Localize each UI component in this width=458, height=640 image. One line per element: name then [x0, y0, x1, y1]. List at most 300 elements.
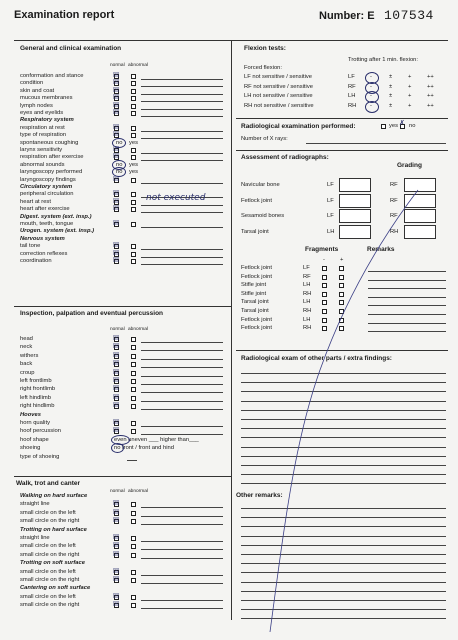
walk-row-note-line[interactable] — [141, 558, 223, 559]
inspection-row-label: head — [20, 336, 33, 342]
general-row-abnormal-checkbox[interactable] — [131, 207, 136, 212]
inspection-row-note-line[interactable] — [141, 409, 223, 410]
inspection-row-normal-mark: ☒ — [113, 359, 120, 368]
fragment-minus-checkbox[interactable] — [322, 283, 327, 288]
trotting-flexion-label: Trotting after 1 min. flexion: — [348, 57, 419, 63]
walk-row-note-line[interactable] — [141, 524, 223, 525]
general-row-abnormal-checkbox[interactable] — [131, 133, 136, 138]
walk-row-abnormal-checkbox[interactable] — [131, 570, 136, 575]
general-row-label: condition — [20, 80, 44, 87]
inspection-row-abnormal-checkbox[interactable] — [131, 354, 136, 359]
fragment-leg-label: LH — [303, 299, 311, 306]
other-remarks-line[interactable] — [241, 582, 446, 583]
inspection-row-label: hoof shape — [20, 436, 49, 443]
walk-row-normal-mark: ☒ — [113, 549, 120, 558]
fragment-plus-checkbox[interactable] — [339, 326, 344, 331]
general-row-label: heart at rest — [20, 198, 51, 205]
flexion-grade[interactable]: ± — [389, 93, 393, 99]
fragment-plus-checkbox[interactable] — [339, 292, 344, 297]
inspection-row-abnormal-checkbox[interactable] — [131, 345, 136, 350]
general-row-label: mucous membranes — [20, 95, 73, 102]
fragments-label: Fragments — [305, 246, 339, 253]
general-row-label: conformation and stance — [20, 73, 84, 79]
inspection-row-abnormal-checkbox[interactable] — [131, 404, 136, 409]
general-row-label: skin and coat — [20, 87, 55, 94]
other-exam-line[interactable] — [241, 474, 446, 475]
inspection-row-note-line[interactable] — [141, 401, 223, 402]
walk-row-normal-mark: ☒ — [113, 499, 120, 508]
fragments-minus: - — [323, 257, 325, 263]
general-row-abnormal-checkbox[interactable] — [131, 222, 136, 227]
fragments-plus: + — [340, 257, 344, 263]
fragment-leg-label: RH — [303, 290, 312, 297]
general-row-abnormal-checkbox[interactable] — [131, 81, 136, 86]
inspection-row-abnormal-checkbox[interactable] — [131, 387, 136, 392]
general-row-note-line[interactable] — [141, 101, 223, 102]
fragment-leg-label: LH — [303, 316, 311, 323]
assessment-right-leg: RF — [390, 197, 398, 204]
other-remarks-line[interactable] — [241, 591, 446, 592]
walk-row-note-line[interactable] — [141, 575, 223, 576]
walk-row-note-line[interactable] — [141, 507, 223, 508]
inspection-row-note-line[interactable] — [141, 376, 223, 377]
walk-row-normal-mark: ☒ — [113, 600, 120, 609]
walk-row-label: small circle on the right — [20, 518, 80, 525]
walk-row-abnormal-checkbox[interactable] — [131, 511, 136, 516]
general-row-label: Respiratory system — [20, 117, 74, 124]
diagonal-strike-line — [270, 190, 418, 632]
radiology-no-mark: ✗ — [399, 119, 405, 127]
general-row-normal-mark: ☒ — [113, 122, 120, 131]
general-row-label: tail tone — [20, 243, 41, 250]
flexion-row-label: RF not sensitive / sensitive — [244, 83, 313, 90]
general-row-no-option: no — [116, 139, 123, 146]
other-remarks-line[interactable] — [241, 517, 446, 518]
inspection-row-normal-mark: ☒ — [113, 418, 120, 426]
flexion-grade[interactable]: - — [370, 93, 372, 99]
assessment-left-grade-box[interactable] — [339, 178, 371, 192]
other-exam-line[interactable] — [241, 419, 446, 420]
fragment-row-label: Fetlock joint — [241, 265, 272, 271]
walk-row-abnormal-checkbox[interactable] — [131, 502, 136, 507]
general-row-normal-mark: ☒ — [113, 248, 120, 257]
other-exam-line[interactable] — [241, 401, 446, 402]
fragment-minus-checkbox[interactable] — [322, 266, 327, 271]
general-row-label: type of respiration — [20, 132, 67, 139]
other-exam-line[interactable] — [241, 391, 446, 392]
inspection-row-note-line[interactable] — [141, 392, 223, 393]
inspection-row-label: hoof percussion — [20, 428, 61, 435]
fragment-plus-checkbox[interactable] — [339, 266, 344, 271]
inspection-row-label: type of shoeing — [20, 453, 60, 460]
fragment-minus-checkbox[interactable] — [322, 275, 327, 280]
other-remarks-line[interactable] — [241, 609, 446, 610]
general-col-abnormal: abnormal — [128, 63, 148, 68]
fragment-row-label: Tarsal joint — [241, 299, 269, 306]
inspection-row-normal-mark: ☒ — [113, 376, 120, 384]
inspection-row-label: back — [20, 361, 33, 368]
walk-section-title: Walk, trot and canter — [16, 480, 81, 487]
radiology-rule — [236, 118, 448, 119]
inspection-row-abnormal-checkbox[interactable] — [131, 362, 136, 367]
general-row-no-option: no — [116, 169, 123, 176]
fragment-remark-line[interactable] — [368, 297, 446, 298]
general-row-normal-mark: ☒ — [113, 145, 120, 153]
flexion-grade[interactable]: + — [408, 93, 412, 99]
flexion-grade[interactable]: ± — [389, 74, 393, 80]
fragment-row-label: Fetlock joint — [241, 273, 272, 280]
number-xrays-line[interactable] — [306, 143, 446, 144]
fragment-remark-line[interactable] — [368, 323, 446, 324]
report-title: Examination report — [14, 9, 115, 21]
inspection-row-normal-mark: ☒ — [113, 350, 120, 359]
general-row-note-line[interactable] — [141, 79, 223, 80]
walk-row-label: small circle on the left — [20, 509, 76, 516]
other-exam-title: Radiological exam of other parts / extra findings: — [241, 355, 392, 362]
inspection-row-normal-mark: ☒ — [113, 334, 120, 342]
general-row-label: mouth, teeth, tongue — [20, 221, 74, 227]
other-exam-line[interactable] — [241, 373, 446, 374]
general-row-note-line[interactable] — [141, 257, 223, 258]
fragment-plus-checkbox[interactable] — [339, 318, 344, 323]
inspection-row-abnormal-checkbox[interactable] — [131, 379, 136, 384]
general-row-abnormal-checkbox[interactable] — [131, 155, 136, 160]
inspection-row-normal-mark: ☒ — [113, 384, 120, 393]
column-divider — [231, 40, 232, 620]
general-row-normal-mark: ☒ — [113, 93, 120, 102]
flexion-grade[interactable]: ++ — [427, 83, 434, 90]
other-remarks-line[interactable] — [241, 618, 446, 619]
other-remarks-line[interactable] — [241, 536, 446, 537]
inspection-row-label: horn quality — [20, 420, 50, 426]
general-row-yes-option: yes — [129, 139, 139, 146]
general-row-label: laryngoscopy performed — [20, 169, 83, 176]
assessment-left-grade-box[interactable] — [339, 225, 371, 239]
flexion-grade[interactable]: ± — [389, 83, 393, 90]
flexion-grade[interactable]: ++ — [427, 102, 434, 109]
general-row-abnormal-checkbox[interactable] — [131, 148, 136, 153]
flexion-grade[interactable]: ± — [389, 102, 393, 109]
general-row-abnormal-checkbox[interactable] — [131, 200, 136, 205]
fragment-remark-line[interactable] — [368, 305, 446, 306]
flexion-grade[interactable]: - — [370, 102, 372, 109]
general-row-abnormal-checkbox[interactable] — [131, 192, 136, 197]
fragment-plus-checkbox[interactable] — [339, 283, 344, 288]
report-number-label: Number: E — [319, 10, 375, 22]
general-row-abnormal-checkbox[interactable] — [131, 104, 136, 109]
general-row-normal-mark: ☒ — [113, 256, 120, 264]
flexion-title: Flexion tests: — [244, 45, 286, 52]
general-section-title: General and clinical examination — [20, 45, 122, 52]
general-row-label: peripheral circulation — [20, 191, 74, 198]
fragment-leg-label: RH — [303, 325, 312, 332]
assessment-right-grade-box[interactable] — [404, 225, 436, 239]
general-row-note-line[interactable] — [141, 212, 223, 213]
general-row-normal-mark: ☒ — [113, 78, 120, 87]
inspection-row-normal-mark: ☒ — [113, 367, 120, 376]
general-row-abnormal-checkbox[interactable] — [131, 74, 136, 79]
remarks-label: Remarks — [367, 246, 395, 253]
assessment-right-leg: RF — [390, 213, 398, 219]
general-row-label: heart after exercise — [20, 206, 70, 213]
fragment-minus-checkbox[interactable] — [322, 300, 327, 305]
walk-row-label: straight line — [20, 535, 50, 541]
other-remarks-title: Other remarks: — [236, 492, 283, 499]
flexion-leg-label: RF — [348, 83, 356, 90]
other-exam-line[interactable] — [241, 456, 446, 457]
inspection-row-note-line[interactable] — [141, 426, 223, 427]
flexion-leg-label: RH — [348, 102, 357, 109]
walk-row-note-line[interactable] — [141, 549, 223, 550]
general-row-normal-mark: ☒ — [113, 204, 120, 213]
general-row-normal-mark: ☒ — [113, 100, 120, 109]
inspection-row-label: right hindlimb — [20, 403, 55, 410]
other-exam-line[interactable] — [241, 382, 446, 383]
general-row-yes-option: yes — [129, 169, 139, 176]
general-row-abnormal-checkbox[interactable] — [131, 252, 136, 257]
walk-rule — [14, 476, 231, 477]
walk-row-label: small circle on the left — [20, 543, 76, 550]
other-exam-line[interactable] — [241, 447, 446, 448]
walk-row-label: small circle on the right — [20, 551, 80, 558]
walk-row-label: Trotting on hard surface — [20, 526, 87, 533]
general-row-abnormal-checkbox[interactable] — [131, 111, 136, 116]
inspection-row-hoof-shape-options: even uneven ___ higher than___ — [114, 436, 199, 443]
flexion-leg-label: LF — [348, 74, 355, 80]
fragment-plus-checkbox[interactable] — [339, 309, 344, 314]
general-row-note-line[interactable] — [141, 109, 223, 110]
general-row-abnormal-checkbox[interactable] — [131, 259, 136, 264]
inspection-row-normal-mark: ☒ — [113, 426, 120, 435]
fragment-row-label: Fetlock joint — [241, 325, 272, 332]
flexion-grade[interactable]: + — [408, 83, 412, 90]
flexion-leg-label: LH — [348, 93, 356, 99]
fragment-leg-label: RF — [303, 273, 311, 280]
walk-row-label: straight line — [20, 501, 50, 508]
fragment-minus-checkbox[interactable] — [322, 292, 327, 297]
other-remarks-line[interactable] — [241, 526, 446, 527]
walk-row-note-line[interactable] — [141, 583, 223, 584]
inspection-row-label: Hooves — [20, 411, 41, 418]
assessment-right-grade-box[interactable] — [404, 209, 436, 223]
general-row-label: coordination — [20, 258, 52, 264]
fragment-plus-checkbox[interactable] — [339, 300, 344, 305]
other-exam-line[interactable] — [241, 483, 446, 484]
walk-row-abnormal-checkbox[interactable] — [131, 603, 136, 608]
inspection-row-abnormal-checkbox[interactable] — [131, 429, 136, 434]
general-row-label: laryngoscopy findings — [20, 176, 76, 183]
assessment-row-label: Fetlock joint — [241, 197, 272, 204]
general-row-note-line[interactable] — [141, 183, 223, 184]
assessment-rule — [236, 150, 448, 151]
fragment-minus-checkbox[interactable] — [322, 326, 327, 331]
fragment-minus-checkbox[interactable] — [322, 318, 327, 323]
general-row-label: correction reflexes — [20, 250, 68, 257]
walk-row-note-line[interactable] — [141, 516, 223, 517]
walk-row-abnormal-checkbox[interactable] — [131, 536, 136, 541]
other-exam-line[interactable] — [241, 437, 446, 438]
fragment-row-label: Fetlock joint — [241, 316, 272, 323]
number-xrays-label: Number of X rays: — [241, 136, 288, 142]
inspection-row-note-line[interactable] — [141, 367, 223, 368]
other-remarks-line[interactable] — [241, 545, 446, 546]
walk-row-normal-mark: ☒ — [113, 591, 120, 600]
general-row-normal-mark: ☒ — [113, 130, 120, 139]
assessment-left-leg: LH — [327, 228, 335, 235]
general-row-note-line[interactable] — [141, 94, 223, 95]
inspection-row-shoeing-options: no front / front and hind — [114, 445, 174, 452]
inspection-row-note-line[interactable] — [141, 384, 223, 385]
inspection-row-abnormal-checkbox[interactable] — [131, 337, 136, 342]
assessment-left-grade-box[interactable] — [339, 209, 371, 223]
walk-row-label: small circle on the left — [20, 593, 76, 600]
fragment-row-label: Stifle joint — [241, 290, 267, 297]
other-remarks-line[interactable] — [241, 563, 446, 564]
other-exam-line[interactable] — [241, 410, 446, 411]
radiology-no-label: no — [409, 123, 416, 129]
forced-flexion-label: Forced flexion: — [244, 65, 283, 71]
general-row-abnormal-checkbox[interactable] — [131, 178, 136, 183]
inspection-row-abnormal-checkbox[interactable] — [131, 421, 136, 426]
general-row-note-line[interactable] — [141, 86, 223, 87]
handwritten-not-executed: not executed — [146, 193, 206, 203]
flexion-minus-circle — [365, 101, 379, 113]
assessment-left-leg: LF — [327, 197, 334, 204]
fragment-remark-line[interactable] — [368, 288, 446, 289]
other-exam-rule — [236, 350, 448, 351]
general-row-label: Digest. system (ext. insp.) — [20, 213, 92, 220]
general-row-normal-mark: ☒ — [113, 219, 120, 227]
inspection-row-note-line[interactable] — [141, 350, 223, 351]
other-remarks-line[interactable] — [241, 600, 446, 601]
general-row-label: Nervous system — [20, 235, 65, 242]
fragment-leg-label: LH — [303, 282, 311, 289]
inspection-col-normal: normal — [110, 327, 125, 332]
flexion-grade[interactable]: + — [408, 74, 412, 80]
other-remarks-line[interactable] — [241, 572, 446, 573]
inspection-row-abnormal-checkbox[interactable] — [131, 396, 136, 401]
general-row-note-line[interactable] — [141, 160, 223, 161]
assessment-right-grade-box[interactable] — [404, 194, 436, 208]
inspection-row-label: croup — [20, 369, 35, 376]
inspection-col-abnormal: abnormal — [128, 327, 148, 332]
general-row-note-line[interactable] — [141, 116, 223, 117]
fragment-plus-checkbox[interactable] — [339, 275, 344, 280]
other-exam-line[interactable] — [241, 465, 446, 466]
walk-row-note-line[interactable] — [141, 541, 223, 542]
flexion-grade[interactable]: - — [370, 83, 372, 90]
general-row-note-line[interactable] — [141, 205, 223, 206]
general-row-normal-mark: ☒ — [113, 189, 120, 198]
flexion-grade[interactable]: ++ — [427, 93, 434, 99]
inspection-row-note-line[interactable] — [127, 460, 137, 461]
inspection-row-abnormal-checkbox[interactable] — [131, 371, 136, 376]
general-row-normal-mark: ☒ — [113, 108, 120, 116]
assessment-right-grade-box[interactable] — [404, 178, 436, 192]
general-row-note-line[interactable] — [141, 227, 223, 228]
general-row-note-line[interactable] — [141, 138, 223, 139]
fragment-remark-line[interactable] — [368, 331, 446, 332]
general-row-note-line[interactable] — [141, 131, 223, 132]
flexion-row-label: LF not sensitive / sensitive — [244, 74, 312, 80]
inspection-row-note-line[interactable] — [141, 434, 223, 435]
walk-col-normal: normal — [110, 489, 125, 494]
walk-row-abnormal-checkbox[interactable] — [131, 578, 136, 583]
other-exam-line[interactable] — [241, 428, 446, 429]
general-row-note-line[interactable] — [141, 249, 223, 250]
fragment-remark-line[interactable] — [368, 271, 446, 272]
inspection-section-title: Inspection, palpation and eventual percussion — [20, 310, 164, 317]
assessment-right-leg: RF — [390, 182, 398, 188]
general-row-label: respiration at rest — [20, 124, 65, 131]
general-row-abnormal-checkbox[interactable] — [131, 89, 136, 94]
general-row-label: abnormal sounds — [20, 161, 65, 168]
assessment-title: Assessment of radiographs: — [241, 154, 329, 161]
radiology-performed-label: Radiological examination performed: — [241, 123, 356, 130]
general-row-normal-mark: ☒ — [113, 85, 120, 94]
inspection-row-label: neck — [20, 344, 33, 351]
general-col-normal: normal — [110, 63, 125, 68]
radiology-yes-checkbox[interactable] — [381, 124, 386, 129]
general-row-note-line[interactable] — [141, 153, 223, 154]
assessment-right-leg: RH — [390, 228, 399, 235]
general-row-label: respiration after exercise — [20, 154, 84, 161]
inspection-row-label: right frontlimb — [20, 386, 56, 393]
inspection-row-label: left frontlimb — [20, 378, 52, 384]
general-row-label: Urogen. system (ext. insp.) — [20, 228, 95, 235]
inspection-row-label: left hindlimb — [20, 394, 51, 401]
walk-row-label: Trotting on soft surface — [20, 560, 85, 567]
walk-row-abnormal-checkbox[interactable] — [131, 595, 136, 600]
general-row-abnormal-checkbox[interactable] — [131, 244, 136, 249]
walk-row-abnormal-checkbox[interactable] — [131, 553, 136, 558]
inspection-row-label: shoeing — [20, 445, 41, 452]
general-row-note-line[interactable] — [141, 264, 223, 265]
inspection-row-normal-mark: ☒ — [113, 401, 120, 410]
walk-row-normal-mark: ☒ — [113, 541, 120, 550]
inspection-row-note-line[interactable] — [141, 342, 223, 343]
walk-row-abnormal-checkbox[interactable] — [131, 519, 136, 524]
walk-row-note-line[interactable] — [141, 600, 223, 601]
walk-row-abnormal-checkbox[interactable] — [131, 544, 136, 549]
general-row-abnormal-checkbox[interactable] — [131, 126, 136, 131]
grading-label: Grading — [397, 162, 422, 169]
walk-row-note-line[interactable] — [141, 608, 223, 609]
general-row-abnormal-checkbox[interactable] — [131, 96, 136, 101]
fragment-leg-label: RH — [303, 308, 312, 314]
general-row-label: Circulatory system — [20, 184, 73, 190]
flexion-grade[interactable]: - — [370, 74, 372, 80]
fragment-row-label: Tarsal joint — [241, 308, 269, 314]
fragment-minus-checkbox[interactable] — [322, 309, 327, 314]
other-remarks-line[interactable] — [241, 554, 446, 555]
general-row-normal-mark: ☒ — [113, 196, 120, 205]
walk-row-label: small circle on the right — [20, 577, 80, 583]
assessment-left-grade-box[interactable] — [339, 194, 371, 208]
general-row-normal-mark: ☒ — [113, 174, 120, 183]
flexion-grade[interactable]: + — [408, 102, 412, 109]
inspection-row-normal-mark: ☒ — [113, 392, 120, 401]
fragment-leg-label: LF — [303, 265, 310, 271]
fragment-remark-line[interactable] — [368, 280, 446, 281]
assessment-row-label: Navicular bone — [241, 182, 280, 188]
flexion-grade[interactable]: ++ — [427, 74, 434, 80]
other-remarks-line[interactable] — [241, 508, 446, 509]
inspection-row-note-line[interactable] — [141, 359, 223, 360]
walk-col-abnormal: abnormal — [128, 489, 148, 494]
general-row-label: eyes and eyelids — [20, 110, 64, 116]
fragment-remark-line[interactable] — [368, 314, 446, 315]
